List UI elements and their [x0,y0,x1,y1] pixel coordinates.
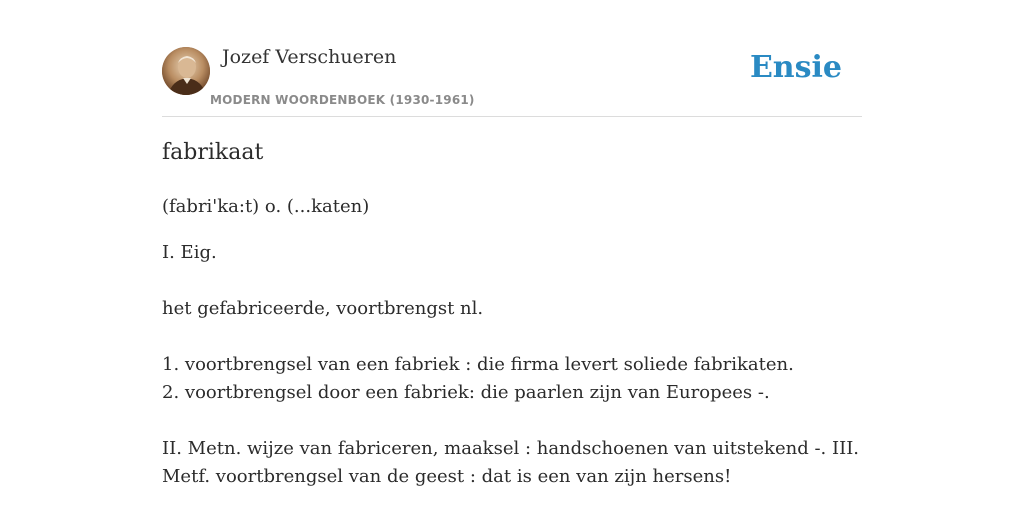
author-name[interactable]: Jozef Verschueren [222,46,397,68]
definition-card [162,0,862,512]
definition-line: 1. voortbrengsel van een fabriek : die firma levert soliede fabrikaten. [162,354,794,375]
ensie-logo[interactable]: Ensie [749,50,842,85]
entry-term: fabrikaat [162,140,264,165]
entry-body [162,193,862,491]
definition-line: het gefabriceerde, voortbrengst nl. [162,298,484,319]
definition-line: II. Metn. wijze van fabriceren, maaksel : handschoenen van uitstekend -. III. [162,438,860,459]
entry-pronunciation: (fabri'ka:t) o. (...katen) [162,196,370,217]
definition-line: Metf. voortbrengsel van de geest : dat is een van zijn hersens! [162,466,732,487]
definition-line: 2. voortbrengsel door een fabriek: die paarlen zijn van Europees -. [162,382,770,403]
card-header [162,0,862,117]
paragraph-gap [162,407,862,435]
author-avatar[interactable] [162,47,210,95]
dictionary-source[interactable]: MODERN WOORDENBOEK (1930-1961) [210,93,475,107]
definition-line: I. Eig. [162,242,217,263]
author-portrait-icon [162,47,210,95]
paragraph-gap [162,323,862,351]
paragraph-gap [162,267,862,295]
